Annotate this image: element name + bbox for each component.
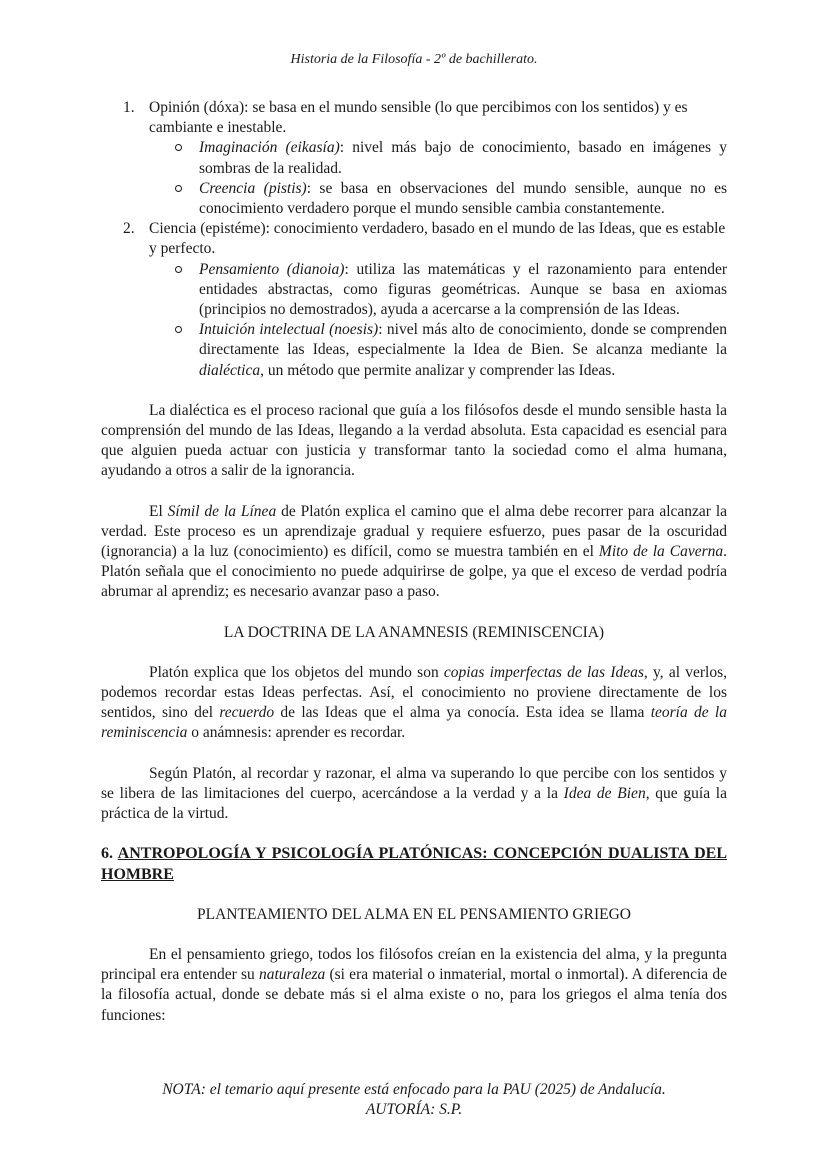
heading-alma: PLANTEAMIENTO DEL ALMA EN EL PENSAMIENTO GRIEGO [197,905,631,923]
paragraph-dialectica: La dialéctica es el proceso racional que guía a los filósofos desde el mundo sensible hasta la comprensión del mundo de las Ideas, llegando a la verdad absoluta. Esta capacidad es esencial para que alguien pueda actuar con justicia y transformar tanto la sociedad como el alma humana, ayudando a otros a salir de la ignorancia. [101,401,727,480]
list-item-ciencia [101,219,727,381]
page-header: Historia de la Filosofía - 2º de bachillerato. [290,52,538,67]
paragraph-alma [101,945,727,1026]
emphasis: copias imperfectas de las Ideas [443,663,644,681]
page-content [101,98,727,1026]
sublist-item-intuicion [149,320,727,381]
paragraph-anamnesis-1 [101,663,727,744]
term: Creencia (pistis) [199,179,307,197]
text: de las Ideas que el alma ya conocía. Esta idea se llama [274,704,651,722]
list-item-opinion [101,98,727,219]
sublist-ciencia [149,260,727,381]
text: , que guía la práctica de la virtud. [101,784,727,823]
description: : nivel más alto de conocimiento, donde se comprenden directamente las Ideas, especialmente la Idea de Bien. Se alcanza mediante la [199,321,727,359]
text: . Platón señala que el conocimiento no puede adquirirse de golpe, ya que el exceso de verdad podría abrumar al aprendiz; es necesario avanzar paso a paso. [101,543,728,601]
description: : utiliza las matemáticas y el razonamiento para entender entidades abstractas, como figuras geométricas. Aunque se basa en axiomas (principios no demostrados), ayuda a acercarse a la comprensión de las Ideas. [199,260,727,319]
page-footer [0,1080,828,1120]
list-number: 2. [123,220,135,238]
text: Según Platón, al recordar y razonar, el alma va superando lo que percibe con los sentidos y se libera de las limitaciones del cuerpo, acercándose a la verdad y a la [101,764,727,802]
list-number: 1. [123,99,135,116]
circle-bullet-icon [175,326,182,333]
description: : nivel más bajo de conocimiento, basado en imágenes y sombras de la realidad. [199,139,728,177]
circle-bullet-icon [175,266,182,273]
section-title: ANTROPOLOGÍA Y PSICOLOGÍA PLATÓNICAS: CONCEPCIÓN DUALISTA DEL HOMBRE [101,845,727,883]
emphasis: recuerdo [219,704,275,722]
description: : se basa en observaciones del mundo sensible, aunque no es conocimiento verdadero porque el mundo sensible cambia constantemente. [199,179,728,218]
emphasis: Mito de la Caverna [598,543,724,561]
sublist-item-creencia [149,179,727,219]
emphasis: teoría de la reminiscencia [101,704,727,742]
term: Imaginación (eikasía) [199,139,340,157]
paragraph-simil-linea [101,502,727,603]
circle-bullet-icon [175,144,182,151]
list-item-text: Opinión (dóxa): se basa en el mundo sensible (lo que percibimos con los sentidos) y es cambiante e inestable. [149,99,688,137]
text: El [149,502,168,520]
text: Platón explica que los objetos del mundo son [149,663,444,681]
section-number: 6. [101,845,113,863]
text: de Platón explica el camino que el alma debe recorrer para alcanzar la verdad. Este proceso es un aprendizaje gradual y requiere esfuerzo, pues pasar de la oscuridad (ignorancia) a la luz (conocimiento) es difícil, como se muestra también en el [101,502,728,561]
emphasis: dialéctica [199,361,261,379]
text: , y, al verlos, podemos recordar estas Ideas perfectas. Así, el conocimiento no proviene directamente de los sentidos, sino del [101,663,727,722]
paragraph-anamnesis-2 [101,764,727,825]
footer-author: AUTORÍA: S.P. [365,1101,463,1118]
circle-bullet-icon [175,185,182,192]
heading-anamnesis: LA DOCTRINA DE LA ANAMNESIS (REMINISCENCIA) [223,623,605,641]
description-end: , un método que permite analizar y comprender las Ideas. [260,361,616,379]
text: En el pensamiento griego, todos los filósofos creían en la existencia del alma, y la pregunta principal era entender su [101,945,727,984]
term: Pensamiento (dianoia) [199,260,345,278]
knowledge-levels-list [101,98,727,381]
emphasis: Símil de la Línea [167,502,277,520]
sublist-item-imaginacion [149,138,727,178]
section-heading-6 [101,844,727,884]
footer-note: NOTA: el temario aquí presente está enfocado para la PAU (2025) de Andalucía. [162,1081,666,1098]
emphasis: Idea de Bien [563,784,646,802]
text: o anámnesis: aprender es recordar. [187,724,406,742]
emphasis: naturaleza [258,966,326,984]
term: Intuición intelectual (noesis) [199,321,379,339]
list-item-text: Ciencia (epistéme): conocimiento verdadero, basado en el mundo de las Ideas, que es estable y perfecto. [149,220,726,258]
sublist-item-pensamiento [149,260,727,321]
sublist-opinion [149,138,727,219]
text: (si era material o inmaterial, mortal o inmortal). A diferencia de la filosofía actual, donde se debate más si el alma existe o no, para los griegos el alma tenía dos funciones: [101,966,727,1024]
